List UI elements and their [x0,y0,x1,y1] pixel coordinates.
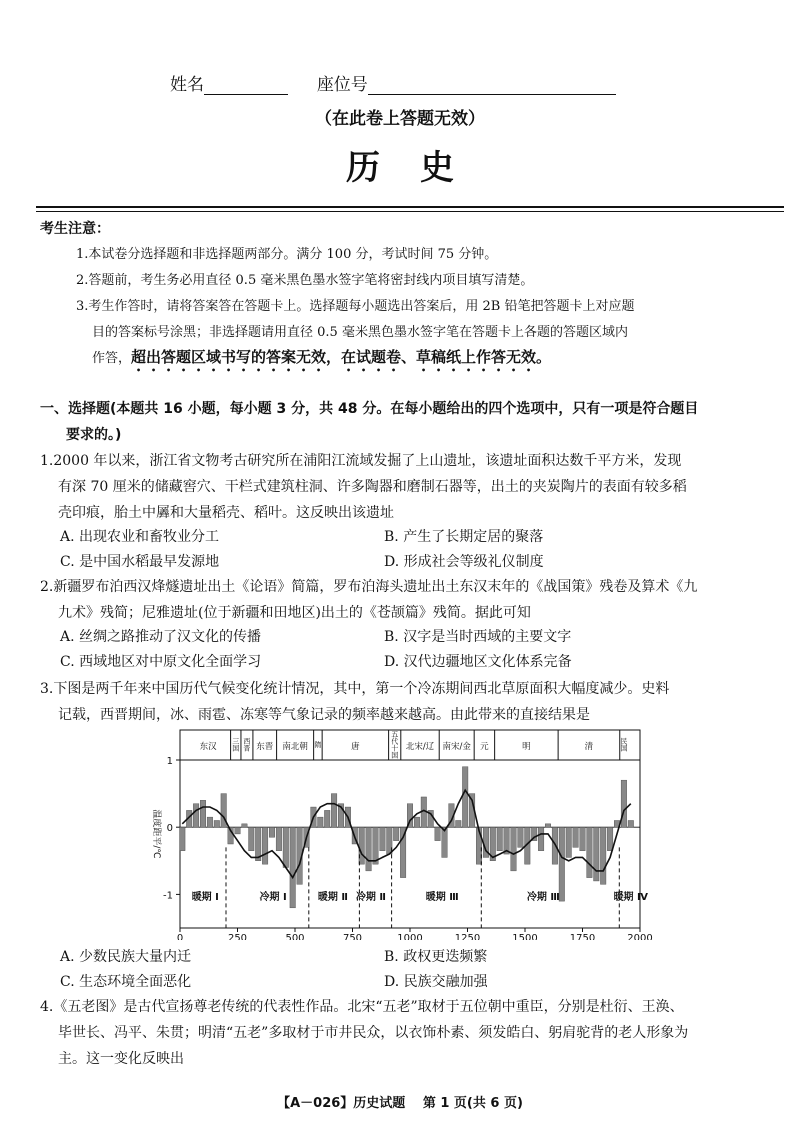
question-2-line: 2.新疆罗布泊西汉烽燧遗址出土《论语》简篇，罗布泊海头遗址出土东汉末年的《战国策》残卷及算术《九 [40,579,698,595]
bar [359,827,365,864]
question-1-line: 1.2000 年以来，浙江省文物考古研究所在浦阳江流域发掘了上山遗址，该遗址面积达数千平方米，发现 [40,453,682,469]
notice-item: 1.本试卷分选择题和非选择题两部分。满分 100 分，考试时间 75 分钟。 [76,247,498,262]
section-header: 一、选择题(本题共 16 小题，每小题 3 分，共 48 分。在每小题给出的四个选项中，只有一项是符合题目 [40,401,699,417]
y-tick-label: -1 [163,890,173,902]
question-1-line: 有深 70 厘米的储藏窖穴、干栏式建筑柱洞、许多陶器和磨制石器等，出土的夹炭陶片的表面有较多稻 [58,479,687,495]
x-tick-label: 750 [342,933,363,940]
period-label: 暖期 Ⅲ [425,891,459,903]
name-blank[interactable] [204,76,288,95]
q1-option-a[interactable]: A. 出现农业和畜牧业分工 [60,529,220,545]
dynasty-label: 民国 [620,737,628,753]
bar [324,810,330,827]
question-2-line: 九术》残简；尼雅遗址(位于新疆和田地区)出土的《苍颉篇》残简。据此可知 [58,605,531,621]
divider [36,206,784,208]
question-4-line: 4.《五老图》是古代宣扬尊老传统的代表性作品。北宋“五老”取材于五位朝中重臣，分别是杜衍、王涣、 [40,999,684,1015]
q3-option-d[interactable]: D. 民族交融加强 [384,974,488,990]
bar [573,827,579,847]
q1-option-d[interactable]: D. 形成社会等级礼仪制度 [384,554,544,570]
bar [559,827,565,901]
q3-option-a[interactable]: A. 少数民族大量内迁 [60,949,192,965]
section-header-cont: 要求的。) [66,427,122,443]
bar [600,827,606,884]
period-label: 暖期 Ⅳ [613,891,649,903]
bar [462,767,468,827]
q1-option-b[interactable]: B. 产生了长期定居的聚落 [384,529,544,545]
x-tick-label: 1500 [512,933,538,940]
bar [276,827,282,851]
question-1-line: 壳印痕，胎土中羼和大量稻壳、稻叶。这反映出该遗址 [58,505,394,521]
q1-option-c[interactable]: C. 是中国水稻最早发源地 [60,554,220,570]
bar [366,827,372,871]
y-axis-label: 温度距平/℃ [151,809,161,859]
bar [262,827,268,864]
bar [373,827,379,864]
exam-header [170,70,616,95]
question-3-line: 3.下图是两千年来中国历代气候变化统计情况，其中，第一个冷冻期间西北草原面积大幅度减少。史料 [40,681,670,697]
x-tick-label: 1750 [569,933,596,940]
bar [380,827,386,851]
bar [207,817,213,827]
bar [511,827,517,871]
climate-chart [140,728,660,940]
notice-item: 3.考生作答时，请将答案答在答题卡上。选择题每小题选出答案后，用 2B 铅笔把答题卡上对应题 [76,299,635,314]
bar [200,800,206,827]
notice-item: 目的答案标号涂黑；非选择题请用直径 0.5 毫米黑色墨水签字笔在答题卡上各题的答题区域内 [92,325,628,340]
y-tick-label: 1 [166,756,173,767]
q2-option-a[interactable]: A. 丝绸之路推动了汉文化的传播 [60,629,262,645]
bar [318,817,324,827]
bar [621,780,627,827]
seat-label: 座位号 [316,75,368,95]
period-label: 冷期 Ⅲ [526,891,560,903]
period-label: 冷期 Ⅰ [259,891,287,903]
q2-option-d[interactable]: D. 汉代边疆地区文化体系完备 [384,654,572,670]
dynasty-label: 唐 [351,742,360,752]
seat-blank[interactable] [368,76,616,95]
y-tick-label: 0 [166,823,173,835]
bar [180,827,186,851]
bar [518,827,524,847]
question-4-line: 主。这一变化反映出 [58,1051,184,1067]
dynasty-label: 三国 [232,737,240,753]
bar [580,827,586,851]
bar [269,827,275,837]
bar [628,820,634,827]
bar [214,820,220,827]
bar [283,827,289,867]
notice-item-emphasis: 作答，超出答题区域书写的答案无效，在试题卷、草稿纸上作答无效。 [92,348,552,366]
x-tick-label: 2000 [627,933,653,940]
period-label: 冷期 Ⅱ [355,891,386,903]
bar [290,827,296,908]
bar [331,794,337,828]
bar [414,817,420,827]
dynasty-label: 元 [480,742,489,752]
x-tick-label: 1250 [454,933,481,940]
dynasty-label: 南北朝 [282,742,308,752]
bar [587,827,593,877]
dynasty-label: 清 [584,742,594,752]
bar [497,827,503,851]
bar [235,827,241,834]
invalid-note: （在此卷上答题无效） [315,109,485,129]
page-title: 历史 [346,148,494,188]
question-3-line: 记载，西晋期间，冰、雨雹、冻寒等气象记录的频率越来越高。由此带来的直接结果是 [58,707,590,723]
bar [456,820,462,827]
q3-option-b[interactable]: B. 政权更迭频繁 [384,949,488,965]
bar [435,827,441,840]
dynasty-label: 东晋 [256,742,274,752]
x-tick-label: 0 [176,933,184,940]
dynasty-label: 东汉 [199,742,217,752]
bar [400,827,406,877]
dynasty-label: 隋 [314,741,322,749]
q3-option-c[interactable]: C. 生态环境全面恶化 [60,974,192,990]
bar [193,804,199,828]
bar [538,827,544,851]
question-4-line: 毕世长、冯平、朱贯；明清“五老”多取材于市井民众，以衣饰朴素、须发皓白、躬肩驼背的老人形象为 [58,1025,689,1041]
period-label: 暖期 Ⅰ [191,891,219,903]
bar [442,827,448,857]
q2-option-c[interactable]: C. 西域地区对中原文化全面学习 [60,654,262,670]
dynasty-label: 明 [522,742,531,752]
bar [566,827,572,857]
notice-item: 2.答题前，考生务必用直径 0.5 毫米黑色墨水签字笔将密封线内项目填写清楚。 [76,273,534,288]
bar [545,824,551,827]
x-tick-label: 250 [227,933,248,940]
dynasty-label: 西晋 [243,737,251,753]
bar [594,827,600,881]
bar [249,827,255,851]
notice-title: 考生注意： [40,221,110,237]
bar [393,827,399,840]
name-label: 姓名 [170,75,204,95]
dynasty-label: 五代十国 [391,730,399,760]
dynasty-label: 北宋/辽 [405,742,435,752]
divider [36,211,784,212]
x-tick-label: 500 [285,933,305,940]
bar [242,824,248,827]
period-label: 暖期 Ⅱ [317,891,348,903]
q2-option-b[interactable]: B. 汉字是当时西域的主要文字 [384,629,572,645]
bar [607,827,613,851]
warning-text: 超出答题区域书写的答案无效，在试题卷、草稿纸上作答无效。 [131,348,552,366]
x-tick-label: 1000 [397,933,423,940]
dynasty-label: 南宋/金 [442,742,471,752]
page-footer: 【A－026】历史试题 第 1 页(共 6 页) [277,1096,523,1111]
